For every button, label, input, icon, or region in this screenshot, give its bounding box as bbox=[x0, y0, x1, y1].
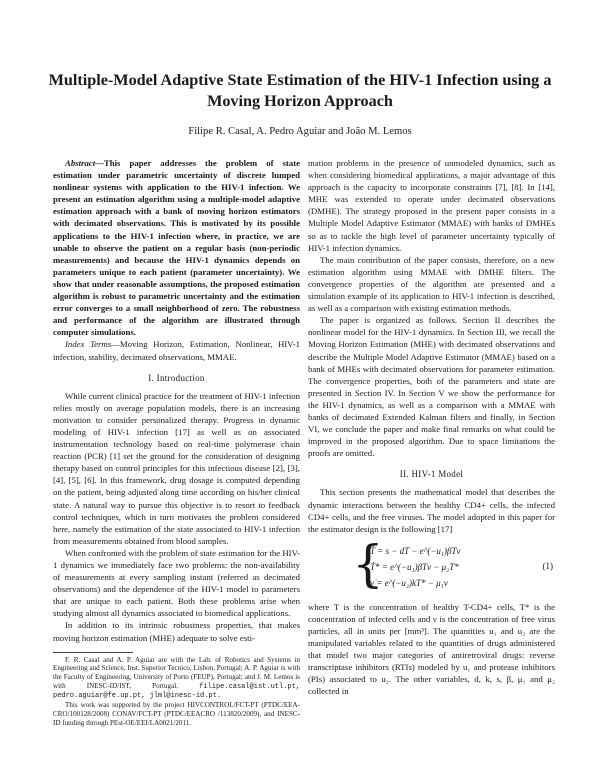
equation-line: Ṫ = s − dT − e^(−u₁)βTν bbox=[370, 545, 461, 556]
equation-lines bbox=[370, 543, 461, 591]
left-column bbox=[53, 157, 300, 727]
abstract-label: Abstract bbox=[65, 158, 96, 168]
index-terms-label: Index Terms bbox=[65, 339, 112, 350]
right-column bbox=[308, 157, 555, 698]
intro-paragraph: In addition to its intrinsic robustness properties, that makes moving horizon estimation (MHE) adequate to solve esti- bbox=[53, 620, 300, 643]
footnote-rule bbox=[53, 652, 133, 653]
equation-line: Ṫ* = e^(−u₁)βTν − μ₂T* bbox=[370, 561, 459, 572]
section-heading-introduction: I. Introduction bbox=[148, 372, 205, 383]
body-paragraph: mation problems in the presence of unmodeled dynamics, such as when considering biomedical applications, a major advantage of this approach is the capacity to incorporate constraints [7], [8]. In [14], MHE was extended to operate under decimated observations (DMHE). The strategy proposed in the present paper consists in a Multiple Model Adaptive Estimator (MMAE) with banks of DMHEs so as to tackle the high level of parameter uncertainty typically of HIV-1 infection dynamics. bbox=[308, 158, 555, 253]
body-paragraph: The main contribution of the paper consists, therefore, on a new estimation algorithm using MMAE with DMHE filters. The convergence properties of the algorithm are presented and a simulation example of its application to HIV-1 infection is described, as well as a comparison with existing estimation methods. bbox=[308, 254, 555, 314]
author-list: Filipe R. Casal, A. Pedro Aguiar and João M. Lemos bbox=[188, 126, 412, 137]
body-paragraph: The paper is organized as follows. Section II describes the nonlinear model for the HIV-1 dynamics. In Section III, we recall the Moving Horizon Estimation (MHE) with decimated observations and describe the Multiple Model Adaptive Estimator (MMAE) based on a bank of MHEs with decimated observations for parameter estimation. The convergence properties, both of the parameters and state are presented in Section IV. In Section V we show the performance for the HIV-1 dynamics, as well as a comparison with a MMAE with banks of decimated Extended Kalman filters and finally, in Section VI, we conclude the paper and make final remarks on what could be improved in the proposed algorithm. Due to space limitations the proofs are omitted. bbox=[308, 315, 555, 459]
footnote-funding: This work was supported by the project HIVCONTROL/FCT-PT (PTDC/EEA-CRO/100128/2008) CONAV/FCT-PT (PTDC/EEACRO /113820/2009), and INESC-ID funding through PEst-OE/EEI/LA0021/2011. bbox=[53, 701, 300, 727]
variables-paragraph: where T is the concentration of healthy T-CD4+ cells, T* is the concentration of infected cells and ν is the concentration of free virus particles, all in units per [mm³]. The quantities u₁ and u₂ are the manipulated variables related to the quantities of drugs administered that model two major categories of antiretroviral drugs: reverse transcriptase inhibitors (RTIs) modeled by u₁ and protease inhibitors (PIs) associated to u₂. The other variables, d, k, s, β, μ₁ and μ₂ collected in bbox=[308, 601, 555, 697]
index-terms bbox=[53, 338, 300, 362]
paper-title: Multiple-Model Adaptive State Estimation of the HIV-1 Infection using a Moving Horizon Approach bbox=[48, 71, 552, 110]
abstract bbox=[53, 157, 300, 338]
equation-number: (1) bbox=[542, 560, 553, 571]
intro-paragraph: While current clinical practice for the treatment of HIV-1 infection relies mostly on average population models, there is an increasing motivation to consider personalized therapy. Progress in dynamic modeling of HIV-1 infection [17] as well as on associated instrumentation technology based on real-time polymerase chain reaction (PCR) [1] set the ground for the consideration of designing therapy based on control principles for this infectious disease [2], [3], [4], [5], [6]. In this framework, drug dosage is computed depending on the patient, being adjusted along time according on his/her clinical state. A natural way to pursue this objective is to resort to feedback control techniques, which in turn motivates the problem considered here, namely the estimation of the state associated to HIV-1 infection from measurements obtained from blood samples. bbox=[53, 390, 300, 546]
footnote-affiliation-text: F. R. Casal and A. P. Aguiar are with the Lab. of Robotics and Systems in Engineering and Science, Inst. Superior Tecnico, Lisbon, Portugal; A. P. Aguiar is with the Faculty of Engineering, University of Porto (FEUP), Portugal; and J. M. Lemos is with INESC-ID/IST, Portugal. bbox=[53, 655, 300, 690]
footnote-affiliations bbox=[53, 656, 300, 702]
intro-paragraph: When confronted with the problem of state estimation for the HIV-1 dynamics we immediately face two problems: the non-availability of measurements at every sampling instant (referred as decimated observations) and the dependence of the HIV-1 model to parameters that are unique to each patient. Both these problems arise when studying almost all dynamics associated to biomedical applications. bbox=[53, 547, 300, 619]
equation-brace: { bbox=[352, 534, 384, 593]
abstract-text: —This paper addresses the problem of state estimation under parametric uncertainty of discrete lumped nonlinear systems with application to the HIV-1 infection. We present an estimation algorithm using a multiple-model adaptive estimation approach with a bank of moving horizon estimators with decimated observations. This is motivated by its possible applications to the HIV-1 infection where, in practice, we are unable to observe the patient on a regular basis (non-periodic measurements) and because the HIV-1 dynamics depends on parameters unique to each patient (parameter uncertainty). We show that under reasonable assumptions, the proposed estimation algorithm is robust to parametric uncertainty and the estimation error converges to a small neighborhood of zero. The robustness and performance of the algorithm are illustrated through computer simulations. bbox=[53, 158, 300, 338]
footnote-emails: filipe.casal@ist.utl.pt, pedro.aguiar@fe.up.pt, jlml@inesc-id.pt. bbox=[53, 682, 300, 701]
model-paragraph: This section presents the mathematical model that describes the dynamic interactions between the healthy CD4+ cells, the infected CD4+ cells, and the free viruses. The model adopted in this paper for the estimator design is the following [17] bbox=[308, 487, 555, 534]
section-heading-model: II. HIV-1 Model bbox=[399, 469, 464, 480]
equation-block bbox=[308, 534, 555, 596]
equation-line: ν̇ = e^(−u₂)kT* − μ₁ν bbox=[370, 577, 448, 588]
index-terms-text: —Moving Horizon, Estimation, Nonlinear, HIV-1 infection, stability, decimated observations, MMAE. bbox=[53, 339, 300, 362]
